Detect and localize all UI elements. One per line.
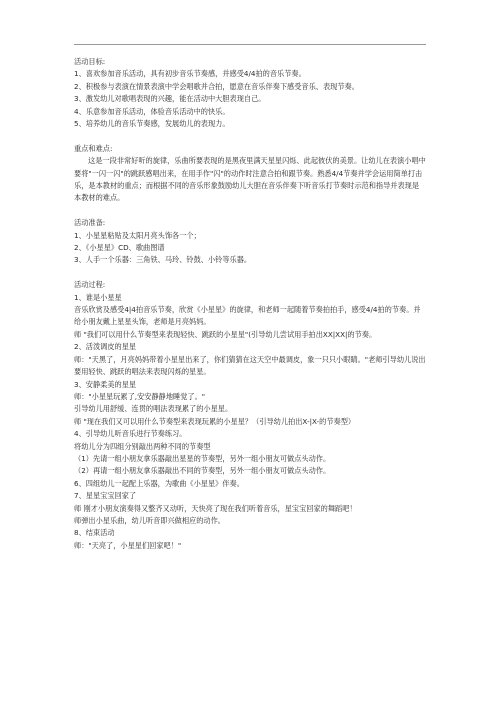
prep-item-1: 1、小星星粘贴及太阳月亮头饰各一个； (74, 230, 201, 240)
header-rule (74, 44, 426, 45)
goal-item-5: 5、培养幼儿的音乐节奏感，发展幼儿的表现力。 (74, 119, 230, 129)
keypoints-paragraph: 这是一段非常好听的旋律，乐曲所要表现的是黑夜里满天星星闪烁、此起彼伏的美景。让幼儿在表演小唱中要将"一闪一闪"的跳跃感唱出来，在用手作"闪"的动作时注意合拍和跟节奏。熟悉4/4节奏并学会运用简单打击乐，是本教材的重点；而根据不同的音乐形象鼓励幼儿大胆在音乐伴奏下听音乐打节奏时示范和指导并表现是本教材的难点。 (74, 156, 426, 203)
goal-item-1: 1、喜欢参加音乐活动，具有初步音乐节奏感，并感受4/4拍的音乐节奏。 (74, 69, 306, 79)
step-2-text: 师："天黑了，月亮妈妈带着小星星出来了，你们猜猜在这天空中最调皮，象一只只小眼睛。"老师引导幼儿说出要用轻快、跳跃的唱法来表现闪烁的星星。 (74, 354, 426, 377)
document-body (74, 56, 426, 552)
step-1-text: 音乐欣赏及感受4|4拍音乐节奏，欣赏《小星星》的旋律，和老师一起随着节奏拍拍手，感受4/4拍的节奏。并给小朋友戴上星星头饰，老师是月亮妈妈。 (74, 305, 421, 327)
step-4-title: 4、引导幼儿听音乐进行节奏练习。 (74, 429, 187, 439)
keypoints-heading: 重点和难点: (74, 143, 113, 153)
step-8-text: 师："天亮了，小星星们回家吧！" (74, 540, 182, 550)
prep-heading: 活动准备: (74, 218, 106, 228)
step-3-quote-2: 引导幼儿用舒缓、连贯的唱法表现累了的小星星。 (74, 404, 233, 414)
step-7-title: 7、星星宝宝回家了 (74, 491, 137, 501)
step-3-title: 3、安静柔美的星星 (74, 379, 137, 389)
step-2-title: 2、活泼调皮的星星 (74, 342, 137, 352)
goal-item-3: 3、激发幼儿对歌唱表现的兴趣，能在活动中大胆表现自己。 (74, 94, 266, 104)
step-3-quote-1: 师："小星星玩累了,安安静静地睡觉了。" (74, 391, 206, 401)
step-3-quote-3: 师 "现在我们又可以用什么节奏型来表现玩累的小星星？（引导幼儿拍出X-|X-的节奏型） (74, 416, 356, 426)
step-8-title: 8、结束活动 (74, 528, 115, 538)
spacer (74, 130, 426, 142)
prep-item-3: 3、人手一个乐器：三角铁、马玲、铃鼓、小铃等乐器。 (74, 255, 252, 265)
step-1-quote: 师 "我们可以用什么节奏型来表现轻快、跳跃的小星星"(引导幼儿尝试用手拍出XX|XX|的节奏。 (74, 329, 377, 339)
prep-item-2: 2、《小星星》CD、歌曲图谱 (74, 243, 165, 253)
step-7-follow: 师弹出小星乐曲，幼儿听音即兴做相应的动作。 (74, 515, 225, 525)
step-4-sub-1: （1）先请一组小朋友拿乐器敲出星星的节奏型，另外一组小朋友可做点头动作。 (74, 453, 331, 463)
step-4-intro: 将幼儿分为四组分别敲出两种不同的节奏型 (74, 441, 211, 451)
process-heading: 活动过程: (74, 280, 106, 290)
goal-item-4: 4、乐意参加音乐活动，体验音乐活动中的快乐。 (74, 106, 230, 116)
spacer (74, 267, 426, 279)
goal-item-2: 2、积极参与表演在情景表演中学会唱歌并合拍，愿意在音乐伴奏下感受音乐、表现节奏。 (74, 81, 359, 91)
step-7-text: 师 刚才小朋友演奏得又整齐又动听，天快亮了现在我们听着音乐，星宝宝回家的舞蹈吧！ (74, 503, 357, 513)
step-1-title: 1、谁是小星星 (74, 292, 122, 302)
goals-heading: 活动目标: (74, 57, 106, 66)
step-4-sub-2: （2）再请一组小朋友拿乐器敲出不同的节奏型，另外一组小朋友可做点头动作。 (74, 466, 331, 476)
step-6-title: 6、四组幼儿一起配上乐器，为歌曲《小星星》伴奏。 (74, 478, 244, 488)
spacer (74, 205, 426, 217)
